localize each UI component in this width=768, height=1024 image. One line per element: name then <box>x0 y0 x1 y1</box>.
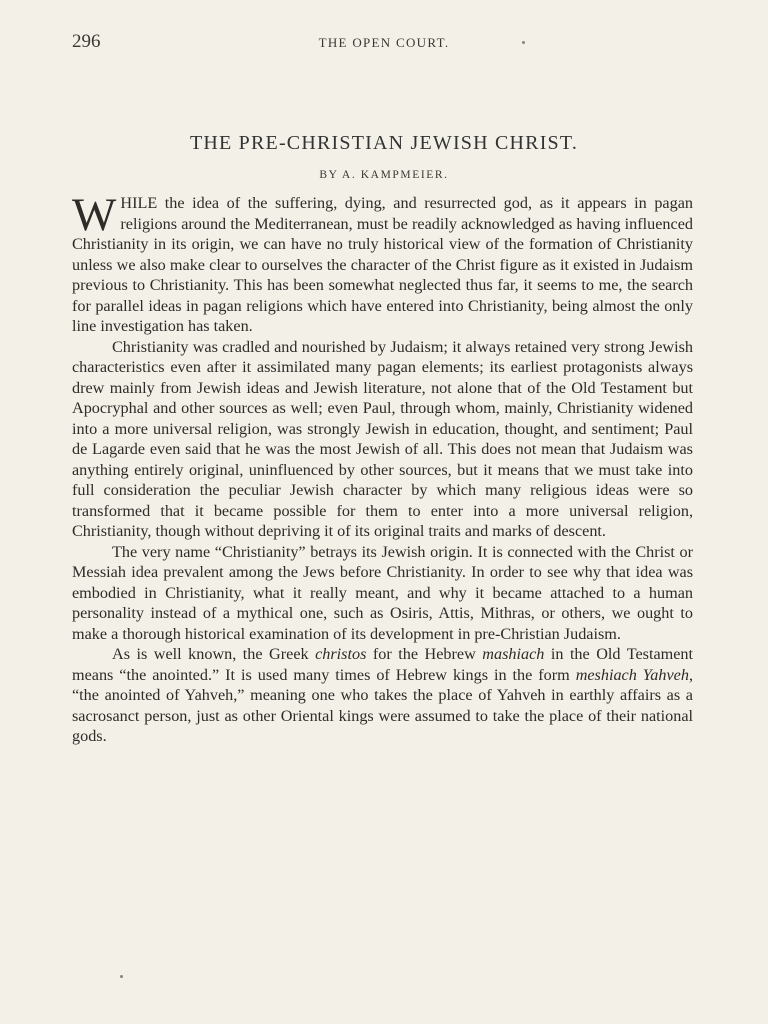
paragraph-text: , “the anointed of Yahveh,” meaning one who takes the place of Yahveh in earthly affairs as a sacrosanct person, just as other Oriental kings were assumed to take the place of their national gods. <box>72 665 693 745</box>
italic-term: mashiach <box>482 645 545 663</box>
paragraph <box>72 644 693 747</box>
paragraph-text: Christianity was cradled and nourished by Judaism; it always retained very strong Jewish characteristics even after it assimilated many pagan elements; its earliest protagonists always drew mainly from Jewish ideas and Jewish literature, not alone that of the Old Testament but Apocryphal and other sources as well; even Paul, through whom, mainly, Christianity widened into a more universal religion, was strongly Jewish in education, thought, and sentiment; Paul de Lagarde even said that he was the most Jewish of all. This does not mean that Judaism was anything entirely original, uninfluenced by other sources, but it means that we must take into full consideration the peculiar Jewish character by which many religious ideas were so transformed that it became possible for them to enter into a more universal religion, Christianity, though without depriving it of its original traits and marks of descent. <box>72 337 693 540</box>
italic-term: meshiach Yahveh <box>575 665 689 684</box>
paragraph-text: As is well known, the Greek <box>112 645 316 663</box>
page-number: 296 <box>72 31 101 52</box>
speck-mark <box>120 975 123 978</box>
paragraph <box>72 542 693 645</box>
paragraph <box>72 337 693 542</box>
drop-cap: W <box>72 189 117 241</box>
paragraph-text: in the Old Testament means “the anointed.” It is used many times of Hebrew kings in the form <box>72 645 693 684</box>
article-title: THE PRE-CHRISTIAN JEWISH CHRIST. <box>189 132 579 154</box>
paragraph <box>72 189 693 337</box>
speck-mark <box>522 41 525 44</box>
article-body <box>72 189 693 747</box>
running-head: THE OPEN COURT. <box>318 35 450 50</box>
paragraph-text: for the Hebrew <box>366 645 483 663</box>
article-byline: BY A. KAMPMEIER. <box>319 169 449 181</box>
paragraph-text: The very name “Christianity” betrays its Jewish origin. It is connected with the Christ or Messiah idea prevalent among the Jews before Christianity. In order to see why that idea was embodied in Christianity, what it really meant, and why it became attached to a human personality instead of a mythical one, such as Osiris, Attis, Mithras, or others, we ought to make a thorough historical examination of its development in pre-Christian Judaism. <box>72 542 693 643</box>
paragraph-text: HILE the idea of the suffering, dying, and resurrected god, as it appears in pagan religions around the Mediterranean, must be readily acknowledged as having influenced Christianity in its origin, we can have no truly historical view of the formation of Christianity unless we also make clear to ourselves the character of the Christ figure as it existed in Judaism previous to Christianity. This has been somewhat neglected thus far, it seems to me, the search for parallel ideas in pagan religions which have entered into Christianity, being almost the only line investigation has taken. <box>72 194 693 335</box>
italic-term: christos <box>315 645 367 663</box>
